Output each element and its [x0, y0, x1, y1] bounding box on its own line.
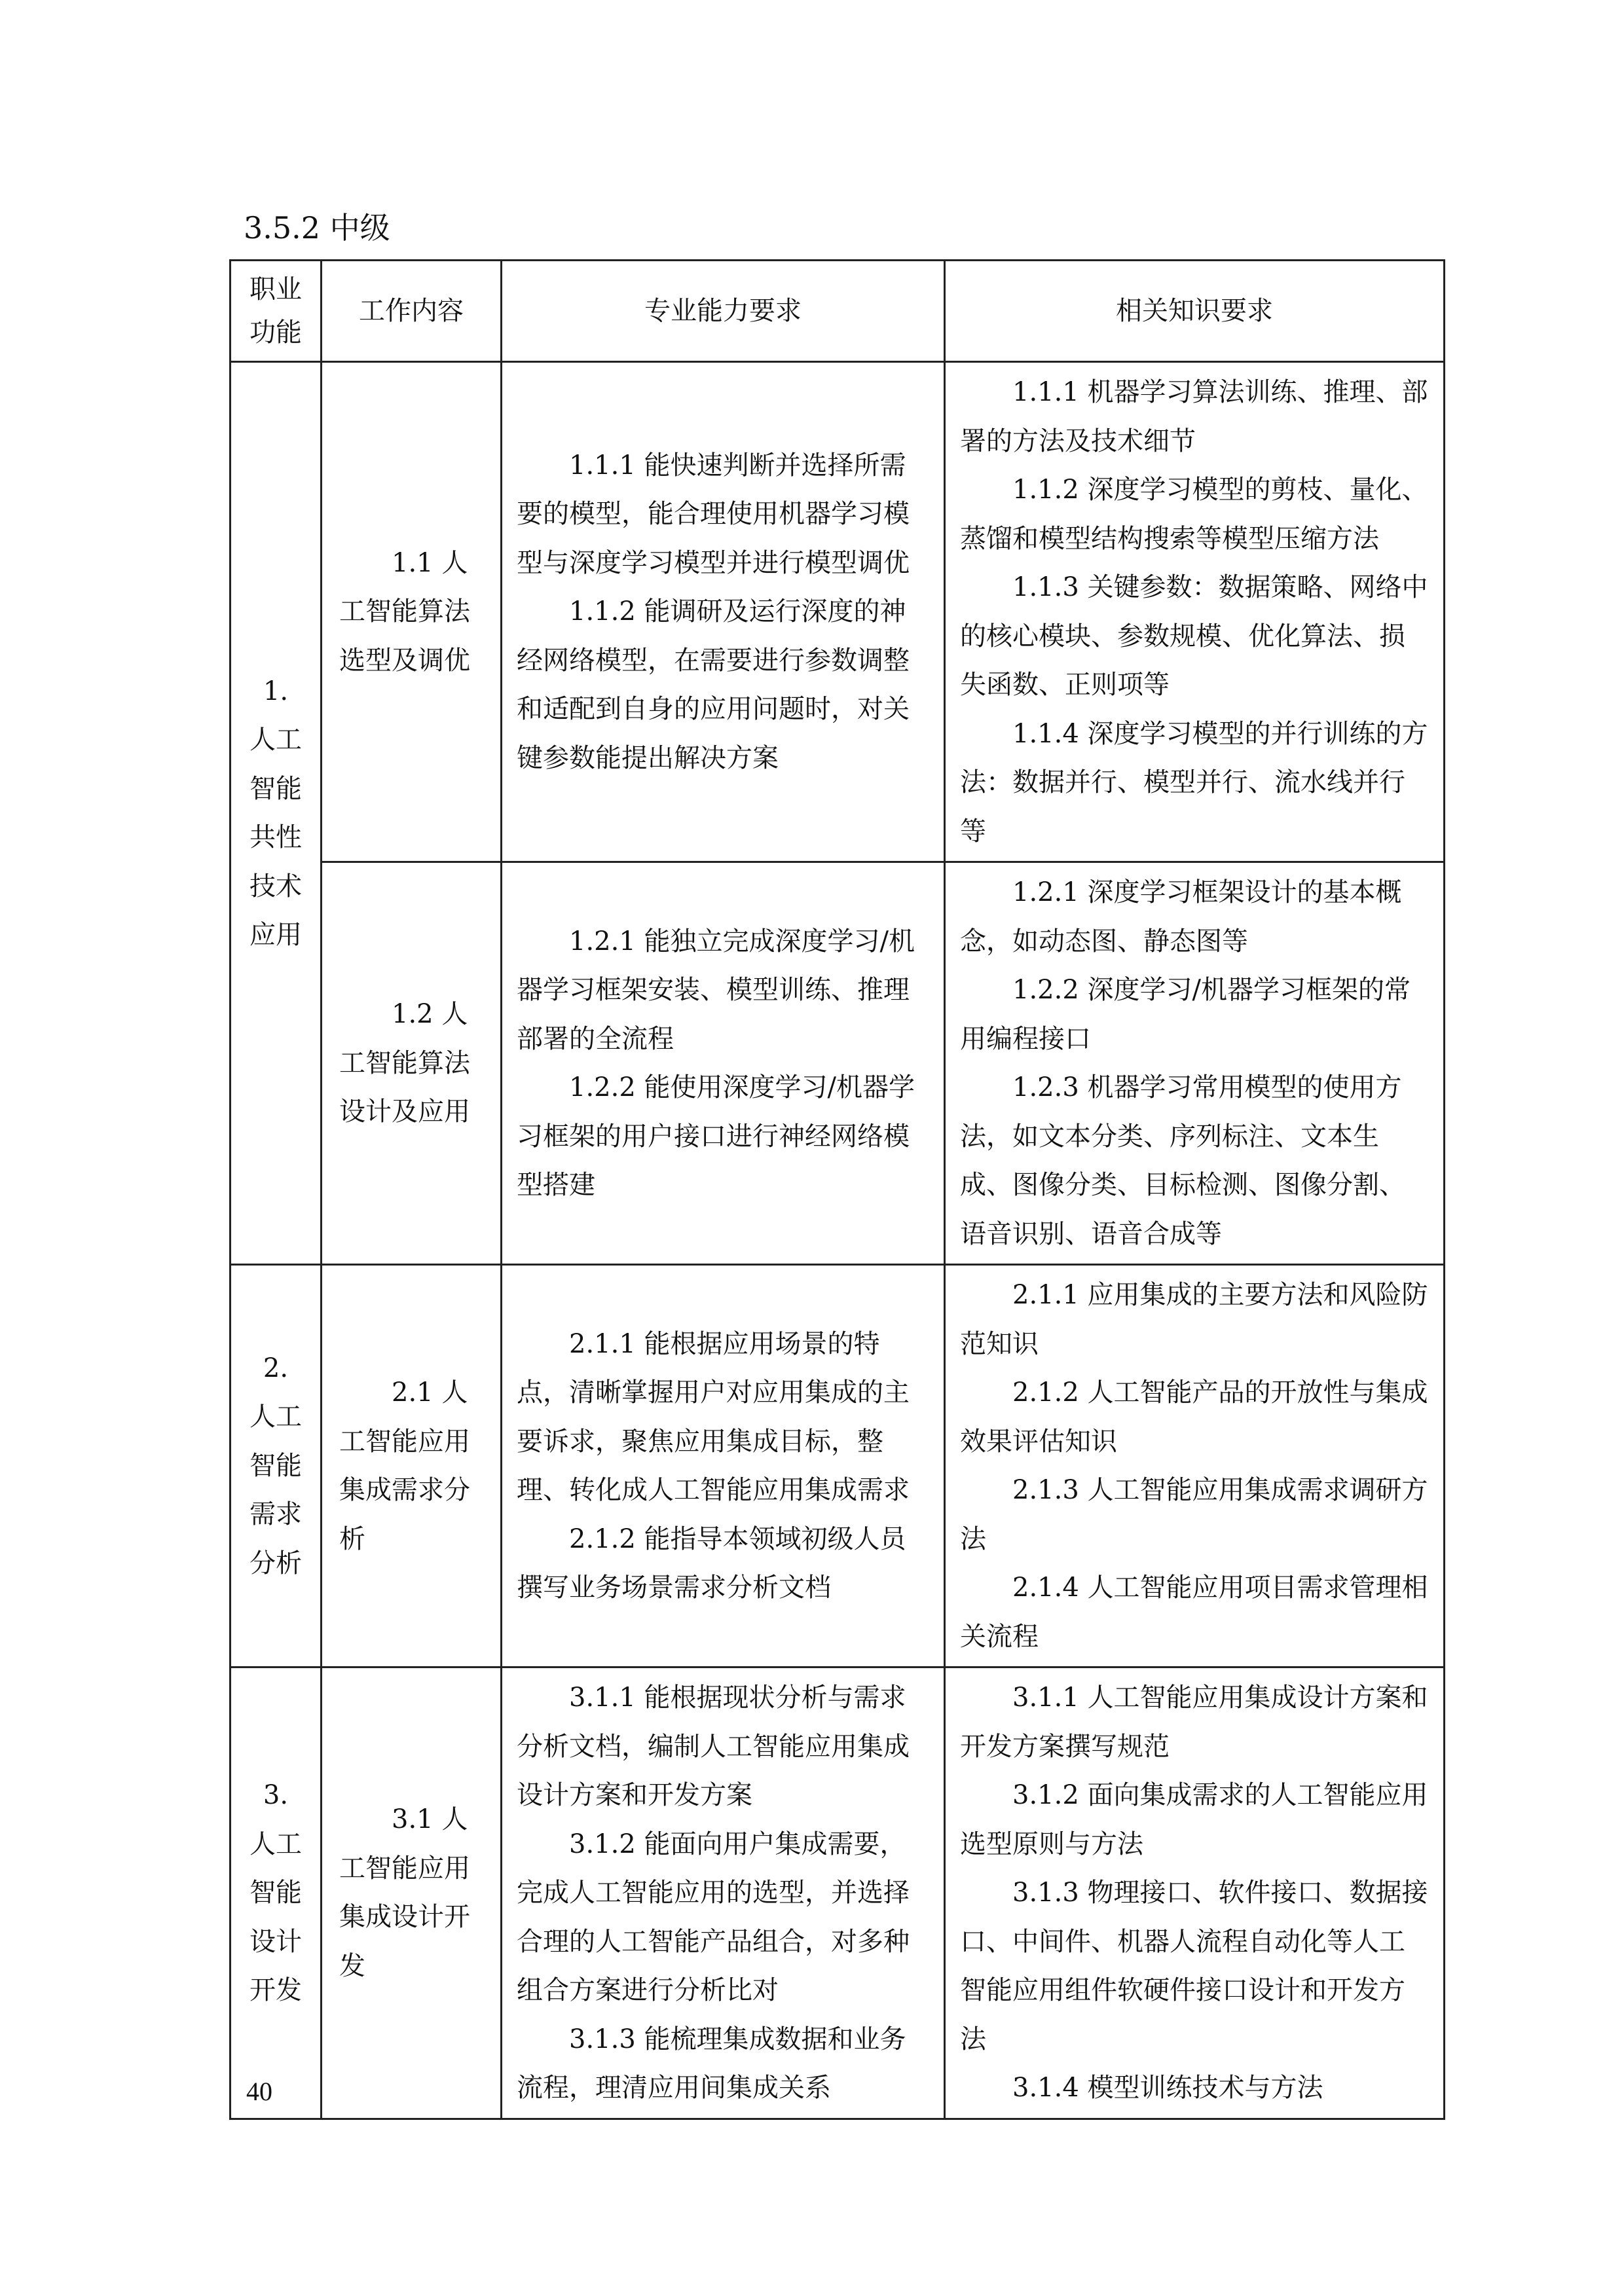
skill-cell	[502, 1265, 945, 1667]
work-content-cell	[322, 862, 502, 1265]
function-line: 应用	[249, 920, 302, 950]
skill-item: 1.2.1 能独立完成深度学习/机器学习框架安装、模型训练、推理部署的全流程	[517, 926, 915, 1054]
skill-item: 3.1.1 能根据现状分析与需求分析文档，编制人工智能应用集成设计方案和开发方案	[517, 1683, 910, 1810]
function-line: 3.	[263, 1780, 289, 1810]
function-line: 开发	[249, 1975, 302, 2005]
skill-cell	[502, 362, 945, 862]
skill-item: 3.1.3 能梳理集成数据和业务流程，理清应用间集成关系	[517, 2024, 906, 2103]
work-content: 3.1 人工智能应用集成设计开发	[339, 1804, 470, 1981]
skill-item: 1.1.1 能快速判断并选择所需要的模型，能合理使用机器学习模型与深度学习模型并进行模型调优	[517, 450, 910, 578]
work-content-cell	[322, 1667, 502, 2119]
function-line: 设计	[249, 1926, 302, 1957]
function-line: 人工	[249, 725, 302, 755]
knowledge-item: 2.1.3 人工智能应用集成需求调研方法	[960, 1475, 1428, 1554]
knowledge-item: 3.1.1 人工智能应用集成设计方案和开发方案撰写规范	[960, 1683, 1428, 1762]
knowledge-item: 3.1.2 面向集成需求的人工智能应用选型原则与方法	[960, 1780, 1428, 1859]
knowledge-cell	[945, 1265, 1445, 1667]
function-line: 分析	[249, 1548, 302, 1578]
function-line: 人工	[249, 1402, 302, 1432]
header-row	[231, 261, 1445, 362]
skill-cell	[502, 1667, 945, 2119]
knowledge-item: 1.1.2 深度学习模型的剪枝、量化、蒸馏和模型结构搜索等模型压缩方法	[960, 475, 1428, 554]
function-line: 技术	[249, 871, 302, 902]
function-line: 2.	[263, 1353, 289, 1383]
knowledge-item: 1.1.1 机器学习算法训练、推理、部署的方法及技术细节	[960, 377, 1428, 456]
skill-item: 2.1.1 能根据应用场景的特点，清晰掌握用户对应用集成的主要诉求，聚焦应用集成目标，整理、转化成人工智能应用集成需求	[517, 1328, 910, 1505]
function-line: 1.	[263, 676, 289, 706]
work-content: 2.1 人工智能应用集成需求分析	[339, 1377, 470, 1554]
function-line: 人工	[249, 1829, 302, 1859]
work-content-cell	[322, 1265, 502, 1667]
section-title: 3.5.2 中级	[244, 210, 390, 246]
header-function	[231, 261, 322, 362]
function-cell	[231, 362, 322, 1265]
work-content-cell	[322, 362, 502, 862]
knowledge-item: 1.2.1 深度学习框架设计的基本概念，如动态图、静态图等	[960, 877, 1402, 957]
function-cell	[231, 1265, 322, 1667]
table-row	[231, 1265, 1445, 1667]
function-line: 需求	[249, 1499, 302, 1530]
header-work: 工作内容	[322, 261, 502, 362]
header-knowledge: 相关知识要求	[945, 261, 1445, 362]
header-skill: 专业能力要求	[502, 261, 945, 362]
table-row	[231, 362, 1445, 862]
skill-item: 1.1.2 能调研及运行深度的神经网络模型，在需要进行参数调整和适配到自身的应用问题时，对关键参数能提出解决方案	[517, 596, 910, 773]
knowledge-item: 1.1.3 关键参数：数据策略、网络中的核心模块、参数规模、优化算法、损失函数、正则项等	[960, 572, 1428, 700]
knowledge-item: 1.1.4 深度学习模型的并行训练的方法：数据并行、模型并行、流水线并行等	[960, 718, 1428, 847]
knowledge-item: 1.2.3 机器学习常用模型的使用方法，如文本分类、序列标注、文本生成、图像分类、目标检测、图像分割、语音识别、语音合成等	[960, 1072, 1405, 1249]
page-number: 40	[246, 2077, 272, 2106]
skill-cell	[502, 862, 945, 1265]
work-content: 1.1 人工智能算法选型及调优	[339, 547, 470, 676]
knowledge-item: 2.1.1 应用集成的主要方法和风险防范知识	[960, 1280, 1428, 1359]
knowledge-cell	[945, 1667, 1445, 2119]
knowledge-item: 2.1.4 人工智能应用项目需求管理相关流程	[960, 1573, 1428, 1652]
function-line: 智能	[249, 773, 302, 804]
knowledge-cell	[945, 862, 1445, 1265]
function-line: 智能	[249, 1878, 302, 1908]
function-cell	[231, 1667, 322, 2119]
knowledge-item: 2.1.2 人工智能产品的开放性与集成效果评估知识	[960, 1377, 1428, 1457]
table-row	[231, 862, 1445, 1265]
header-function-line: 职业	[249, 274, 302, 304]
skill-item: 3.1.2 能面向用户集成需要，完成人工智能应用的选型，并选择合理的人工智能产品组合，对多种组合方案进行分析比对	[517, 1829, 910, 2005]
function-line: 智能	[249, 1450, 302, 1481]
skill-item: 2.1.2 能指导本领域初级人员撰写业务场景需求分析文档	[517, 1523, 906, 1603]
header-function-line: 功能	[249, 318, 302, 348]
knowledge-item: 3.1.3 物理接口、软件接口、数据接口、中间件、机器人流程自动化等人工智能应用组件软硬件接口设计和开发方法	[960, 1878, 1428, 2054]
knowledge-item: 3.1.4 模型训练技术与方法	[1012, 2073, 1323, 2103]
knowledge-cell	[945, 362, 1445, 862]
skill-item: 1.2.2 能使用深度学习/机器学习框架的用户接口进行神经网络模型搭建	[517, 1072, 915, 1200]
knowledge-item: 1.2.2 深度学习/机器学习框架的常用编程接口	[960, 975, 1411, 1054]
table-row	[231, 1667, 1445, 2119]
competency-table	[229, 259, 1445, 2120]
work-content: 1.2 人工智能算法设计及应用	[339, 999, 470, 1127]
function-line: 共性	[249, 822, 302, 852]
